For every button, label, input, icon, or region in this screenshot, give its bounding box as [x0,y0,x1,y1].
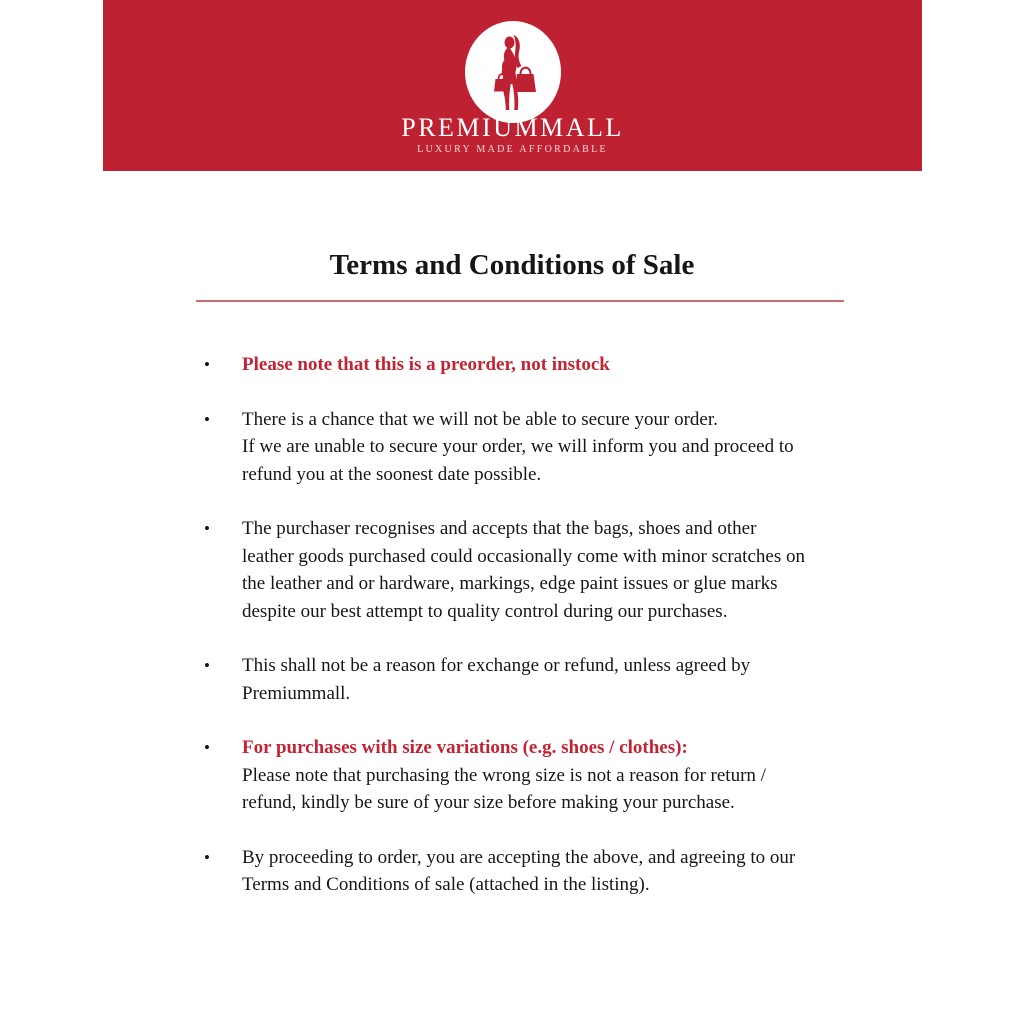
term-text [242,406,854,489]
bullet-marker: • [204,847,210,867]
header-banner [103,0,922,171]
premiummall-logo [463,21,563,124]
bullet-marker: • [204,409,210,429]
woman-with-shopping-bags-icon [463,21,563,124]
term-line: leather goods purchased could occasionally come with minor scratches on [242,545,805,567]
bullet-marker: • [204,738,210,757]
term-item [204,734,854,817]
bullet-marker: • [204,656,210,675]
brand-name: PREMIUMMALL [401,113,624,142]
term-text [242,351,854,379]
term-text [242,515,854,625]
term-line: refund, kindly be sure of your size before making your purchase. [242,792,735,813]
term-line: There is a chance that we will not be able to secure your order. [242,408,718,430]
terms-list [204,351,854,926]
term-item [204,652,854,707]
term-text [242,844,854,899]
term-line: If we are unable to secure your order, we will inform you and proceed to [242,436,794,457]
term-line: the leather and or hardware, markings, edge paint issues or glue marks [242,573,778,594]
term-line: refund you at the soonest date possible. [242,463,542,485]
term-text [242,652,854,707]
term-line: The purchaser recognises and accepts that the bags, shoes and other [242,518,757,539]
brand-tagline: LUXURY MADE AFFORDABLE [417,144,608,155]
term-item [204,351,854,379]
term-text [242,734,854,817]
term-item [204,406,854,489]
term-line-emphasis: For purchases with size variations (e.g. shoes / clothes): [242,737,688,758]
term-line: despite our best attempt to quality control during our purchases. [242,600,728,622]
page-title: Terms and Conditions of Sale [329,249,695,281]
title-divider-rule [196,300,844,302]
term-item [204,844,854,899]
term-line: By proceeding to order, you are accepting the above, and agreeing to our [242,846,796,868]
term-line: Terms and Conditions of sale (attached in the listing). [242,874,650,895]
bullet-marker: • [204,519,210,538]
term-item [204,515,854,625]
term-line-emphasis: Please note that this is a preorder, not instock [242,354,610,375]
term-line: This shall not be a reason for exchange or refund, unless agreed by [242,655,751,676]
term-line: Please note that purchasing the wrong size is not a reason for return / [242,764,766,786]
term-line: Premiummall. [242,682,351,704]
bullet-marker: • [204,355,210,374]
